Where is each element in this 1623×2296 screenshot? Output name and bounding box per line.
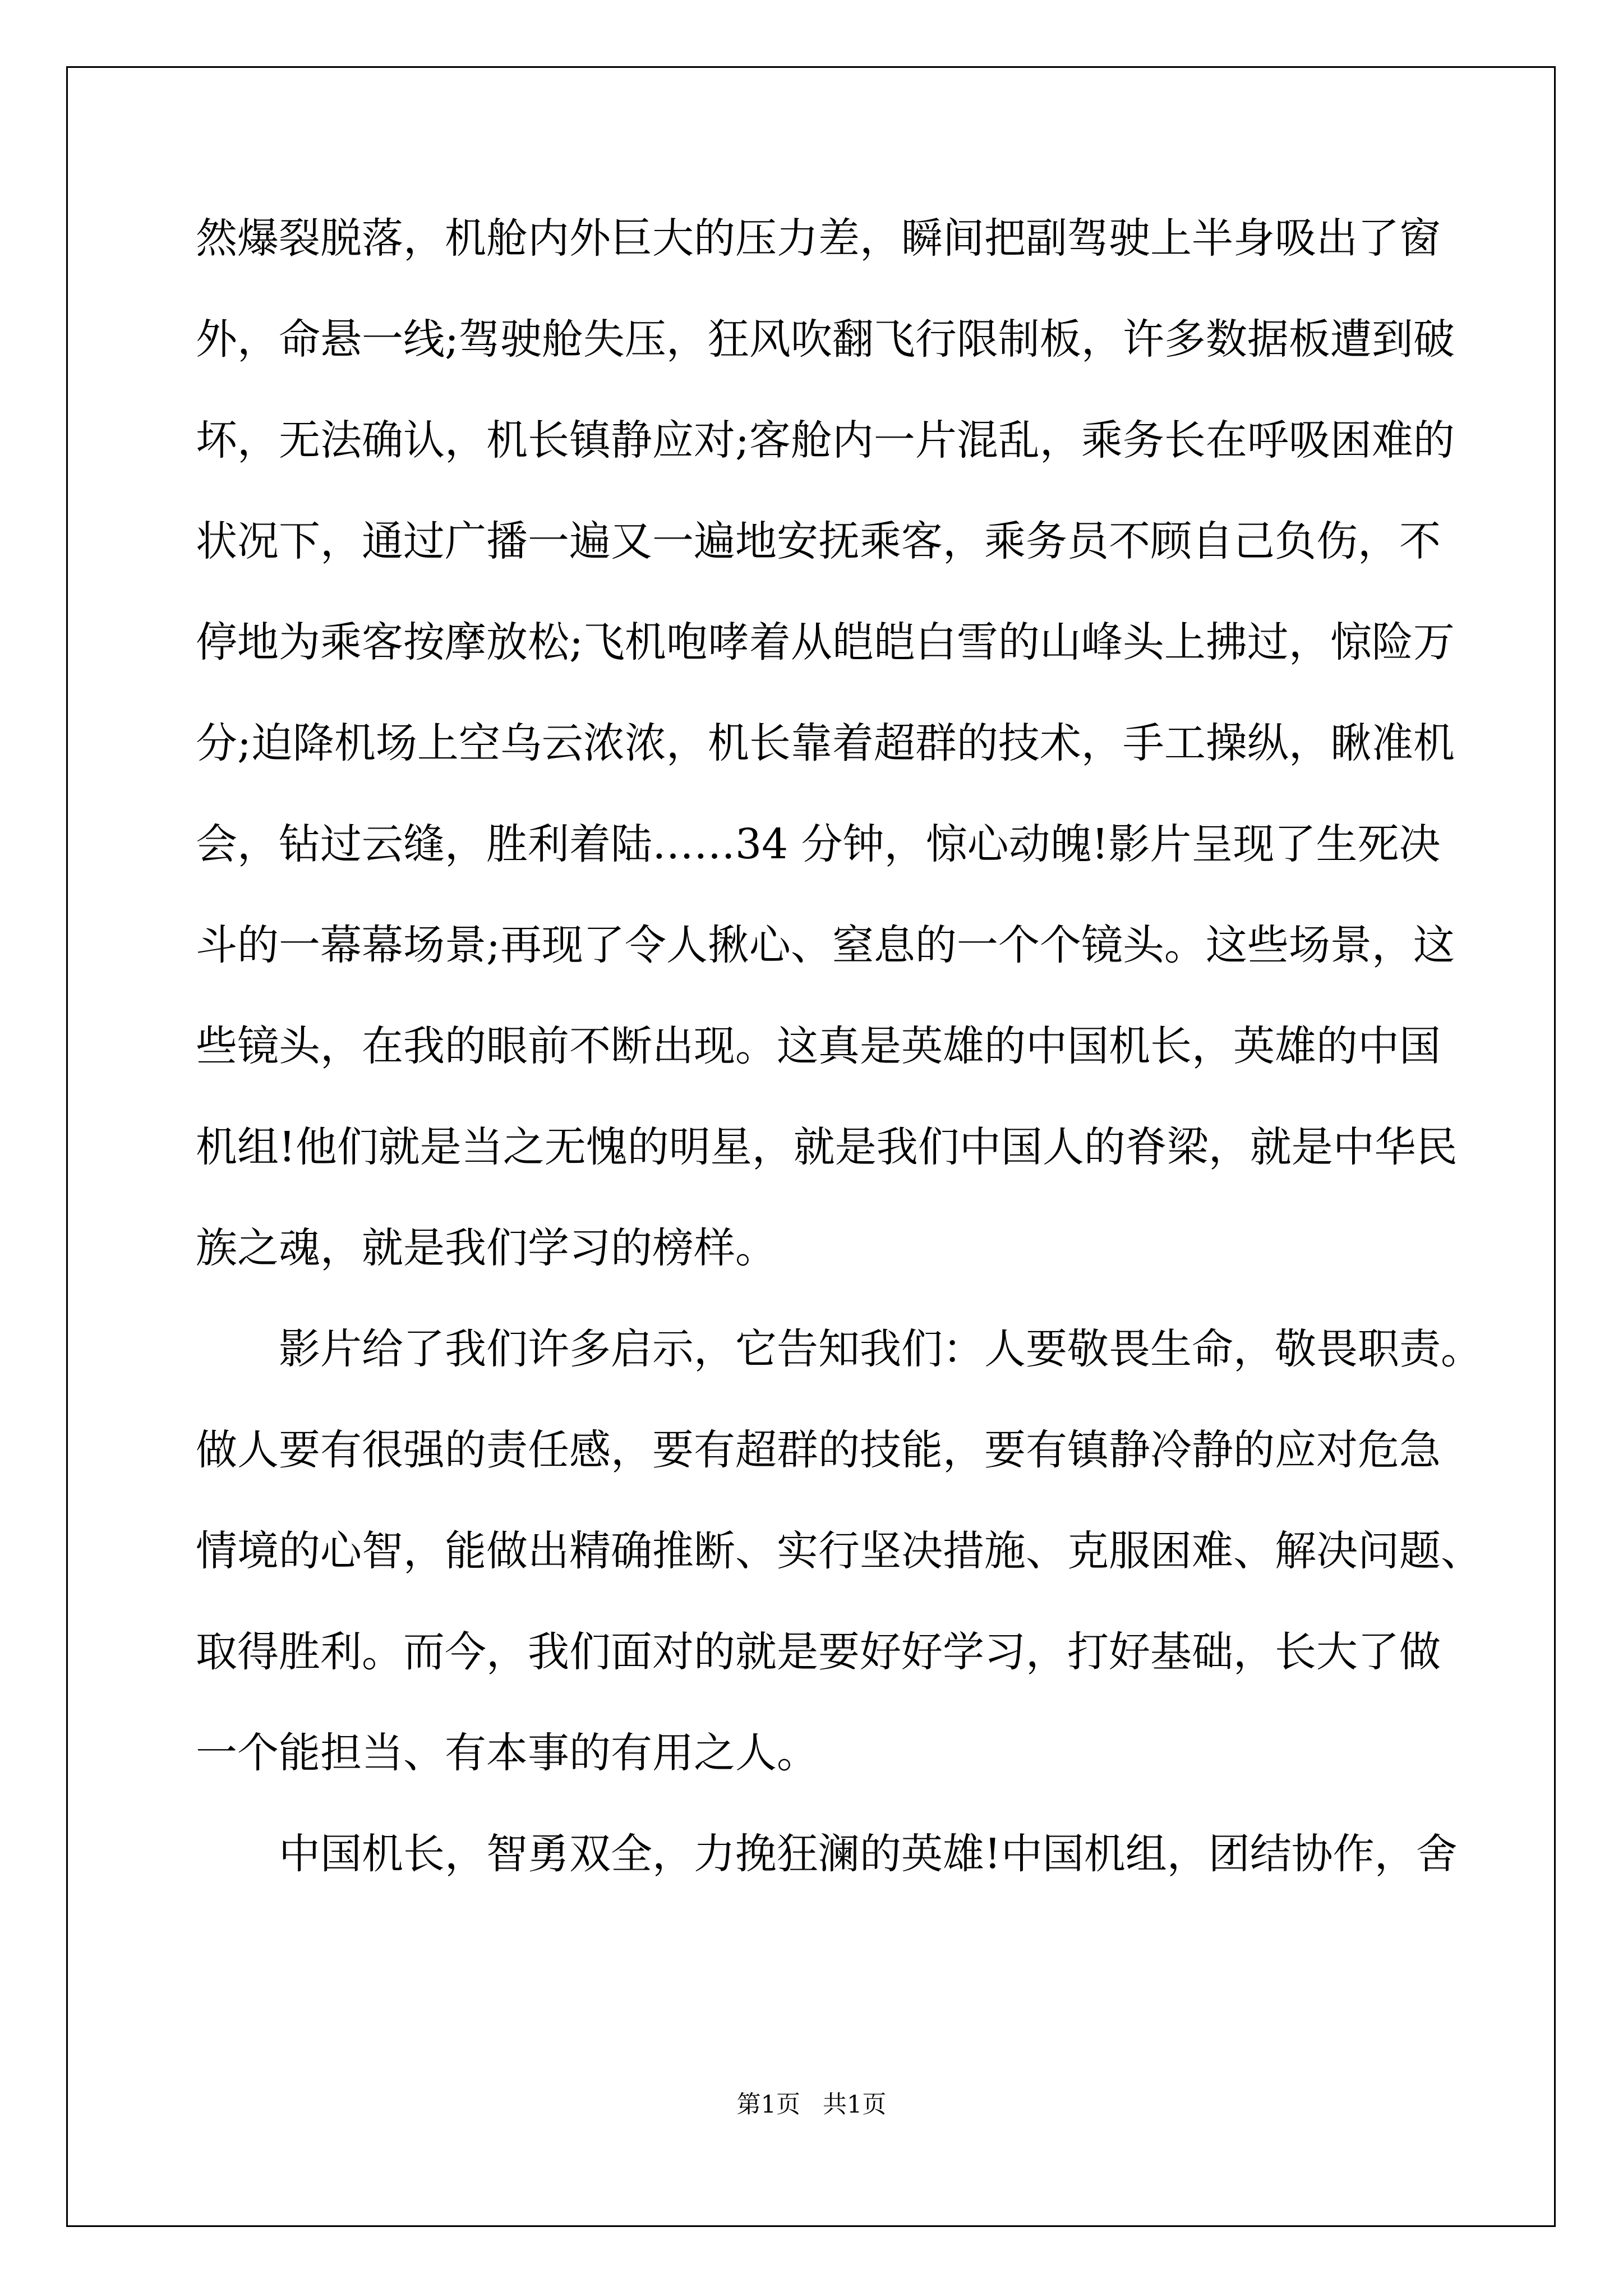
text-line: 停地为乘客按摩放松;飞机咆哮着从皑皑白雪的山峰头上拂过，惊险万 [196,618,1455,666]
text-line: 坏，无法确认，机长镇静应对;客舱内一片混乱，乘务长在呼吸困难的 [196,416,1455,464]
text-line: 外，命悬一线;驾驶舱失压，狂风吹翻飞行限制板，许多数据板遭到破 [196,315,1455,364]
paragraph-first-line: 影片给了我们许多启示，它告知我们：人要敬畏生命，敬畏职责。 [279,1325,1482,1373]
text-line: 族之魂，就是我们学习的榜样。 [196,1224,777,1272]
text-line: 机组!他们就是当之无愧的明星，就是我们中国人的脊梁，就是中华民 [196,1123,1458,1171]
page-footer [0,2088,1623,2122]
text-line: 然爆裂脱落，机舱内外巨大的压力差，瞬间把副驾驶上半身吸出了窗 [196,214,1441,263]
paragraph-first-line: 中国机长，智勇双全，力挽狂澜的英雄!中国机组，团结协作，舍 [279,1830,1458,1878]
page-number: 第1页 [736,2091,800,2119]
text-line: 做人要有很强的责任感，要有超群的技能，要有镇静冷静的应对危急 [196,1426,1441,1474]
page-total: 共1页 [823,2091,887,2119]
text-line: 些镜头，在我的眼前不断出现。这真是英雄的中国机长，英雄的中国 [196,1022,1441,1070]
text-line: 取得胜利。而今，我们面对的就是要好好学习，打好基础，长大了做 [196,1628,1441,1676]
text-line: 一个能担当、有本事的有用之人。 [196,1729,818,1777]
text-line: 分;迫降机场上空乌云浓浓，机长靠着超群的技术，手工操纵，瞅准机 [196,719,1455,767]
text-line: 会，钻过云缝，胜利着陆……34 分钟，惊心动魄!影片呈现了生死决 [196,820,1441,868]
text-line: 状况下，通过广播一遍又一遍地安抚乘客，乘务员不顾自己负伤，不 [196,517,1441,565]
text-line: 情境的心智，能做出精确推断、实行坚决措施、克服困难、解决问题、 [196,1527,1482,1575]
text-line: 斗的一幕幕场景;再现了令人揪心、窒息的一个个镜头。这些场景，这 [196,921,1455,969]
